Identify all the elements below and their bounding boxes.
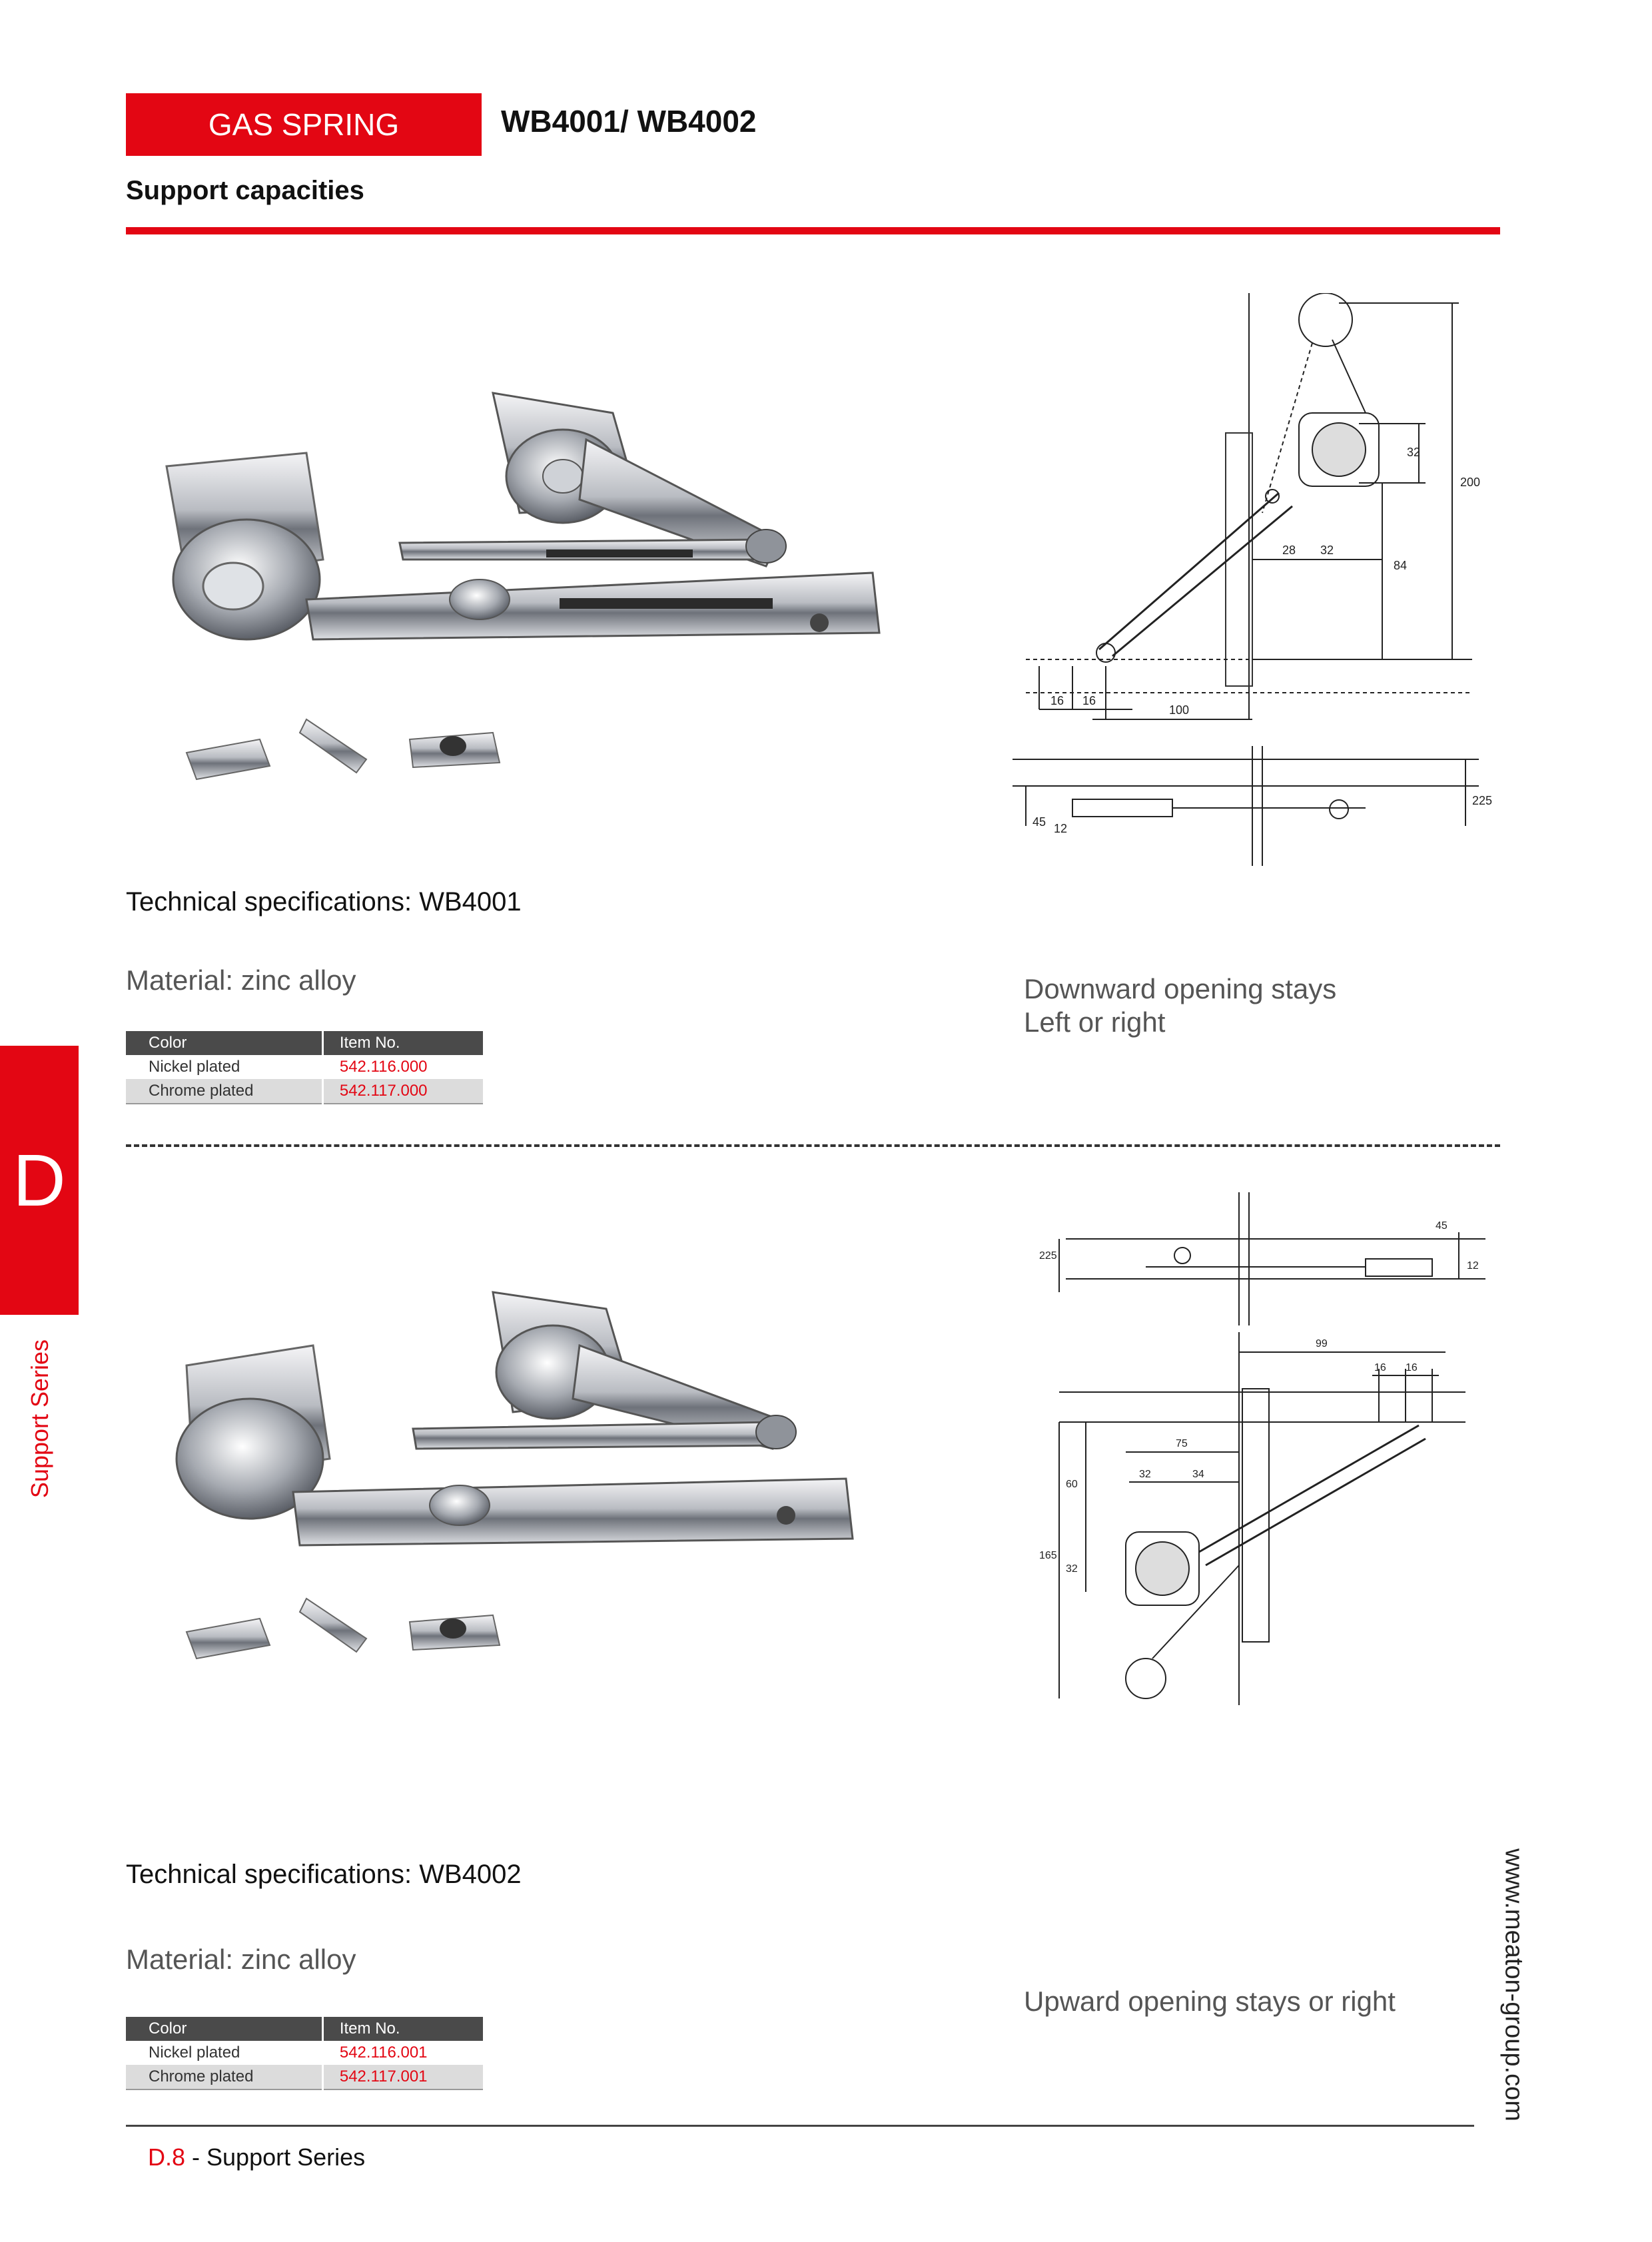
footer-label: - Support Series	[185, 2143, 366, 2171]
svg-text:28: 28	[1282, 544, 1296, 557]
section-tab: D	[0, 1046, 79, 1315]
svg-text:32: 32	[1066, 1563, 1078, 1575]
svg-text:45: 45	[1032, 815, 1046, 829]
product-photo-wb4002	[147, 1279, 913, 1692]
svg-text:16: 16	[1406, 1362, 1418, 1373]
footer-divider	[126, 2125, 1474, 2127]
table-row	[126, 1079, 483, 1104]
column-header: Color	[126, 1031, 322, 1055]
svg-text:32: 32	[1320, 544, 1334, 557]
spec-title-wb4001: Technical specifications: WB4001	[126, 887, 522, 917]
svg-text:165: 165	[1039, 1550, 1057, 1561]
section-tab-label: Support Series	[26, 1339, 53, 1499]
section-subtitle: Support capacities	[126, 176, 364, 205]
svg-text:12: 12	[1467, 1260, 1479, 1272]
product-photo-wb4001	[147, 360, 913, 799]
page-number: D.8	[148, 2143, 186, 2171]
model-title: WB4001/ WB4002	[501, 104, 757, 139]
note-line: Downward opening stays	[1024, 973, 1337, 1004]
technical-drawing-wb4002	[1039, 1192, 1505, 1712]
table-row	[126, 2041, 483, 2065]
note-line: Left or right	[1024, 1006, 1166, 1038]
svg-text:16: 16	[1050, 694, 1064, 707]
category-banner: GAS SPRING	[126, 93, 482, 156]
svg-text:32: 32	[1139, 1469, 1151, 1480]
note-line: Upward opening stays or right	[1024, 1986, 1396, 2017]
svg-text:32: 32	[1407, 446, 1421, 459]
header-divider	[126, 227, 1500, 234]
svg-text:100: 100	[1169, 703, 1190, 717]
svg-text:84: 84	[1394, 559, 1408, 572]
technical-drawing-wb4001	[1013, 293, 1505, 879]
item-number-cell: 542.117.001	[322, 2065, 483, 2089]
section-divider	[126, 1144, 1500, 1147]
material-wb4002: Material: zinc alloy	[126, 1944, 356, 1975]
item-number-cell: 542.116.001	[322, 2041, 483, 2065]
table-header-row	[126, 1031, 483, 1055]
color-cell: Nickel plated	[149, 1058, 240, 1076]
svg-text:60: 60	[1066, 1479, 1078, 1490]
item-table-wb4001	[126, 1031, 483, 1104]
color-cell: Nickel plated	[149, 2044, 240, 2061]
item-number-cell: 542.116.000	[322, 1055, 483, 1079]
material-wb4001: Material: zinc alloy	[126, 964, 356, 996]
svg-text:75: 75	[1176, 1438, 1188, 1449]
spec-title-wb4002: Technical specifications: WB4002	[126, 1860, 522, 1889]
table-row	[126, 1055, 483, 1079]
column-header: Item No.	[322, 1031, 483, 1055]
svg-text:34: 34	[1192, 1469, 1204, 1480]
note-wb4002	[1024, 1985, 1396, 2018]
svg-text:99: 99	[1316, 1338, 1328, 1349]
svg-text:16: 16	[1374, 1362, 1386, 1373]
color-cell: Chrome plated	[126, 2065, 322, 2089]
website-url: www.meaton-group.com	[1499, 1848, 1528, 2121]
item-number-cell: 542.117.000	[322, 1079, 483, 1104]
color-cell: Chrome plated	[126, 1079, 322, 1104]
column-header: Color	[126, 2017, 322, 2041]
item-table-wb4002	[126, 2017, 483, 2090]
note-wb4001	[1024, 972, 1336, 1039]
table-header-row	[126, 2017, 483, 2041]
footer	[148, 2143, 365, 2171]
svg-text:12: 12	[1054, 822, 1068, 835]
svg-text:16: 16	[1082, 694, 1096, 707]
svg-text:225: 225	[1472, 794, 1493, 807]
svg-text:45: 45	[1436, 1220, 1447, 1232]
table-row	[126, 2065, 483, 2089]
svg-text:225: 225	[1039, 1250, 1057, 1262]
column-header: Item No.	[322, 2017, 483, 2041]
svg-text:200: 200	[1460, 476, 1481, 489]
